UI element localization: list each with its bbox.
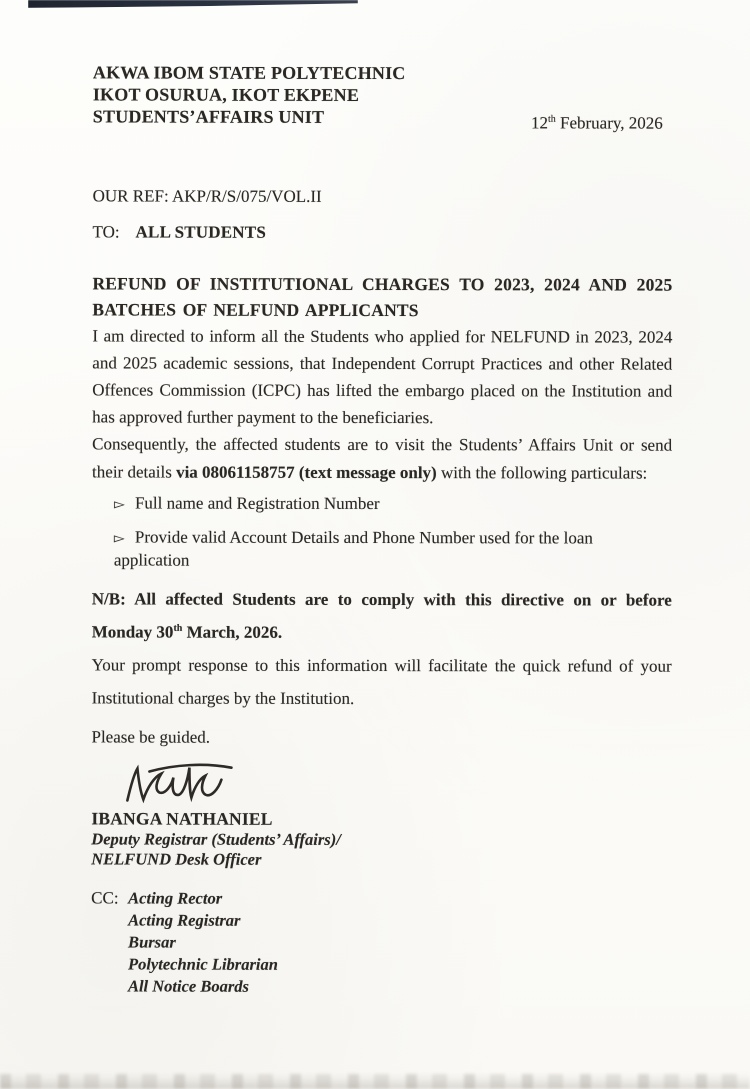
list-item	[114, 492, 672, 516]
body-paragraph-1: I am directed to inform all the Students who applied for NELFUND in 2023, 2024 and 2025 academic sessions, that Independent Corrupt Practices and other Related Offences Commission (ICPC) has lifted the embargo placed on the Institution and has approved further payment to the beneficiaries.	[92, 326, 673, 428]
list-item-text: Provide valid Account Details and Phone Number used for the loan application	[113, 527, 593, 570]
letterhead	[92, 61, 673, 133]
particulars-list	[92, 492, 672, 572]
cc-item: Acting Rector	[128, 888, 223, 908]
signature-mark	[119, 756, 254, 808]
reference-line: OUR REF: AKP/R/S/075/VOL.II	[92, 186, 322, 206]
cc-item: All Notice Boards	[127, 976, 250, 996]
signatory-title-2: NELFUND Desk Officer	[91, 849, 262, 869]
cc-item: Bursar	[128, 932, 176, 952]
cc-section	[91, 887, 671, 998]
cc-label: CC:	[91, 888, 119, 908]
closing-line: Please be guided.	[91, 727, 211, 747]
letter-date	[531, 113, 673, 133]
date-rest: February, 2026	[555, 113, 663, 133]
nb-tail: March, 2026.	[182, 622, 283, 642]
body-paragraph-2	[92, 430, 672, 487]
addressee-line	[93, 221, 673, 244]
subject-line: REFUND OF INSTITUTIONAL CHARGES TO 2023, 2024 AND 2025 BATCHES OF NELFUND APPLICANTS	[92, 273, 673, 321]
date-day: 12	[530, 113, 549, 133]
to-label: TO:	[92, 222, 120, 242]
cc-item: Polytechnic Librarian	[128, 954, 278, 974]
cc-list	[128, 887, 278, 997]
paragraph2-tail: with the following particulars:	[436, 463, 648, 483]
cc-item: Acting Registrar	[128, 910, 241, 930]
handwritten-signature	[119, 756, 671, 809]
nb-ordinal: th	[173, 622, 183, 634]
organization-name	[93, 61, 406, 128]
paragraph2-text: Consequently, the affected students are to visit the Students’ Affairs Unit or send their details	[92, 434, 673, 482]
org-name-line2: IKOT OSURUA, IKOT EKPENE	[92, 84, 360, 105]
signatory-title-1: Deputy Registrar (Students’ Affairs)/	[91, 829, 341, 849]
nota-bene-paragraph	[92, 582, 672, 649]
signatory-name: IBANGA NATHANIEL	[91, 808, 273, 829]
list-item	[114, 526, 672, 572]
to-value: ALL STUDENTS	[135, 222, 267, 242]
org-name-line3: STUDENTS’AFFAIRS UNIT	[92, 106, 325, 127]
body-paragraph-3: Your prompt response to this information will facilitate the quick refund of your Institutional charges by the Institution.	[91, 655, 672, 708]
date-ordinal: th	[547, 113, 556, 125]
paragraph2-phone-bold: via 08061158757 (text message only)	[176, 462, 437, 483]
nb-text: N/B: All affected Students are to comply with this directive on or before Monday 30	[91, 589, 672, 642]
list-item-text: Full name and Registration Number	[134, 493, 380, 514]
scan-edge-artifact-bottom	[0, 1074, 750, 1089]
org-name-line1: AKWA IBOM STATE POLYTECHNIC	[92, 62, 406, 84]
arrowhead-bullet-icon: ▻	[113, 530, 125, 547]
arrowhead-bullet-icon: ▻	[113, 496, 125, 513]
